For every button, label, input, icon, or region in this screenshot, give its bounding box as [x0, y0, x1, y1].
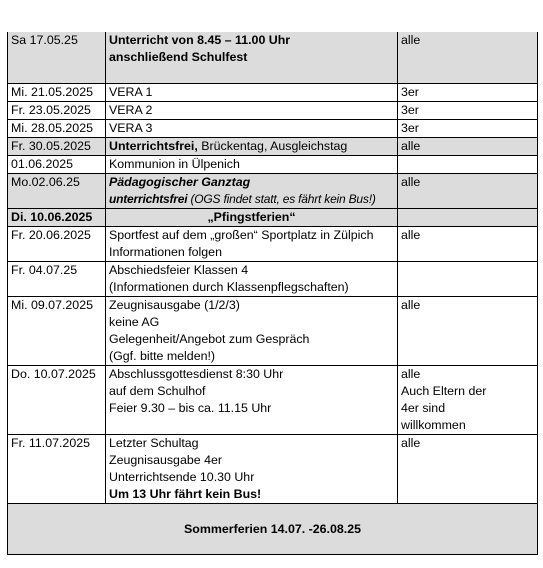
date-cell: Fr. 20.06.2025	[8, 227, 106, 262]
date-cell: Fr. 04.07.25	[8, 262, 106, 297]
date-cell: 01.06.2025	[8, 156, 106, 174]
date-cell: Di. 10.06.2025	[8, 209, 106, 227]
table-row	[8, 366, 538, 435]
table-row	[8, 32, 538, 84]
participants-cell	[398, 262, 538, 297]
table-row	[8, 297, 538, 366]
event-cell: VERA 1	[106, 84, 398, 102]
date-cell: Fr. 23.05.2025	[8, 102, 106, 120]
table-row	[8, 262, 538, 297]
participants-cell: alle	[398, 174, 538, 209]
table-row	[8, 174, 538, 209]
table-row	[8, 138, 538, 156]
participants-cell: alle Auch Eltern der 4er sind willkommen	[398, 366, 538, 435]
event-cell: Letzter Schultag Zeugnisausgabe 4er Unterrichtsende 10.30 Uhr Um 13 Uhr fährt kein Bus!	[106, 435, 398, 504]
participants-cell: alle	[398, 138, 538, 156]
table-row	[8, 504, 538, 555]
participants-cell: alle	[398, 32, 538, 84]
event-cell: Unterricht von 8.45 – 11.00 Uhr anschließend Schulfest	[106, 32, 398, 84]
event-cell: Abschlussgottesdienst 8:30 Uhr auf dem Schulhof Feier 9.30 – bis ca. 11.15 Uhr	[106, 366, 398, 435]
event-cell: VERA 3	[106, 120, 398, 138]
event-cell: „Pfingstferien“	[106, 209, 398, 227]
participants-cell	[398, 209, 538, 227]
schedule-table	[7, 32, 538, 555]
date-cell: Mi. 09.07.2025	[8, 297, 106, 366]
participants-cell: alle	[398, 435, 538, 504]
date-cell: Fr. 30.05.2025	[8, 138, 106, 156]
table-row	[8, 227, 538, 262]
date-cell: Fr. 11.07.2025	[8, 435, 106, 504]
participants-cell: alle	[398, 227, 538, 262]
date-cell: Mi. 28.05.2025	[8, 120, 106, 138]
date-cell: Mo.02.06.25	[8, 174, 106, 209]
event-cell: Unterrichtsfrei, Brückentag, Ausgleichstag	[106, 138, 398, 156]
table-row	[8, 102, 538, 120]
participants-cell: 3er	[398, 84, 538, 102]
table-row	[8, 209, 538, 227]
event-cell: VERA 2	[106, 102, 398, 120]
participants-cell: alle	[398, 297, 538, 366]
participants-cell	[398, 156, 538, 174]
date-cell: Mi. 21.05.2025	[8, 84, 106, 102]
participants-cell: 3er	[398, 102, 538, 120]
event-cell: Abschiedsfeier Klassen 4 (Informationen durch Klassenpflegschaften)	[106, 262, 398, 297]
event-cell: Sportfest auf dem „großen“ Sportplatz in Zülpich Informationen folgen	[106, 227, 398, 262]
summer-holiday-footer: Sommerferien 14.07. -26.08.25	[8, 504, 538, 555]
event-cell: Pädagogischer Ganztag unterrichtsfrei (OGS findet statt, es fährt kein Bus!)	[106, 174, 398, 209]
date-cell: Sa 17.05.25	[8, 32, 106, 84]
table-row	[8, 156, 538, 174]
table-row	[8, 84, 538, 102]
participants-cell: 3er	[398, 120, 538, 138]
event-cell: Kommunion in Ülpenich	[106, 156, 398, 174]
event-cell: Zeugnisausgabe (1/2/3) keine AG Gelegenheit/Angebot zum Gespräch (Ggf. bitte melden!)	[106, 297, 398, 366]
date-cell: Do. 10.07.2025	[8, 366, 106, 435]
table-row	[8, 435, 538, 504]
table-row	[8, 120, 538, 138]
